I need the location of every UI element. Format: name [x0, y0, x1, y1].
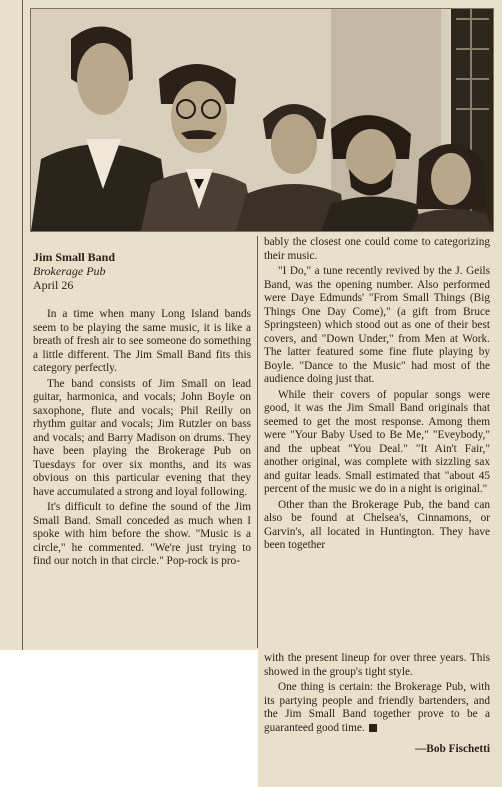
paragraph-final	[264, 681, 490, 735]
final-paragraph-text: One thing is certain: the Brokerage Pub, with its partying people and friendly bartenders, and the Jim Small Band together prove to be a guaranteed good time.	[264, 681, 490, 734]
paragraph: It's difficult to define the sound of the Jim Small Band. Small conceded as much when I spoke with him before the show. "Music is a circle," he commented. "We're just trying to find our notch in that circle." Pop-rock is pro-	[33, 501, 251, 567]
band-photo	[30, 8, 494, 232]
band-member-5	[411, 144, 493, 231]
paragraph-continuation: with the present lineup for over three years. This showed in the group's tight style.	[264, 652, 490, 678]
end-mark-icon	[369, 724, 377, 732]
left-margin-rule	[22, 0, 23, 650]
paragraph-continuation: bably the closest one could come to categorizing their music.	[264, 236, 490, 262]
paragraph: In a time when many Long Island bands seem to be playing the same music, it is like a breath of fresh air to see someone do something a little different. The Jim Small Band fits this category perfectly.	[33, 308, 251, 374]
article-column-right	[264, 236, 490, 555]
byline: —Bob Fischetti	[415, 743, 490, 755]
article-headline: Jim Small Band	[33, 250, 116, 264]
column-divider	[257, 236, 258, 648]
article-venue: Brokerage Pub	[33, 264, 106, 278]
article-column-left	[33, 250, 251, 571]
paragraph: While their covers of popular songs were good, it was the Jim Small Band originals that seemed to get the most response. Among them were "Your Baby Used to Be Me," "Eveybody," and the upbeat "You Deal." "It Ain't Fair," another original, was complete with sizzling sax and guitar leads. Small estimated that "about 45 percent of the music we do in a night is original."	[264, 388, 490, 495]
article-column-continuation	[264, 652, 490, 757]
paragraph: The band consists of Jim Small on lead guitar, harmonica, and vocals; John Boyle on saxophone, flute and vocals; Phil Reilly on rhythm guitar and vocals; Jim Rutzler on bass and vocals; and Barry Madison on drums. They have been playing the Brokerage Pub on Tuesdays for over six months, and its was obvious on this particular evening that they have accumulated a strong and loyal following.	[33, 377, 251, 498]
paragraph: Other than the Brokerage Pub, the band can also be found at Chelsea's, Cinnamons, or Garvin's, all located in Huntington. They have been together	[264, 498, 490, 551]
paragraph: "I Do," a tune recently revived by the J. Geils Band, was the opening number. Also performed were Daye Edmunds' "From Small Things (Big Things One Day Come)," (a gift from Bruce Springsteen) which stood out as one of their best covers, and "Down Under," from Men at Work. The latter featured some fine flute playing by Boyle. "Dance to the Music" had most of the audience doing just that.	[264, 265, 490, 385]
article-date: April 26	[33, 278, 74, 292]
band-photo-illustration	[31, 9, 493, 231]
